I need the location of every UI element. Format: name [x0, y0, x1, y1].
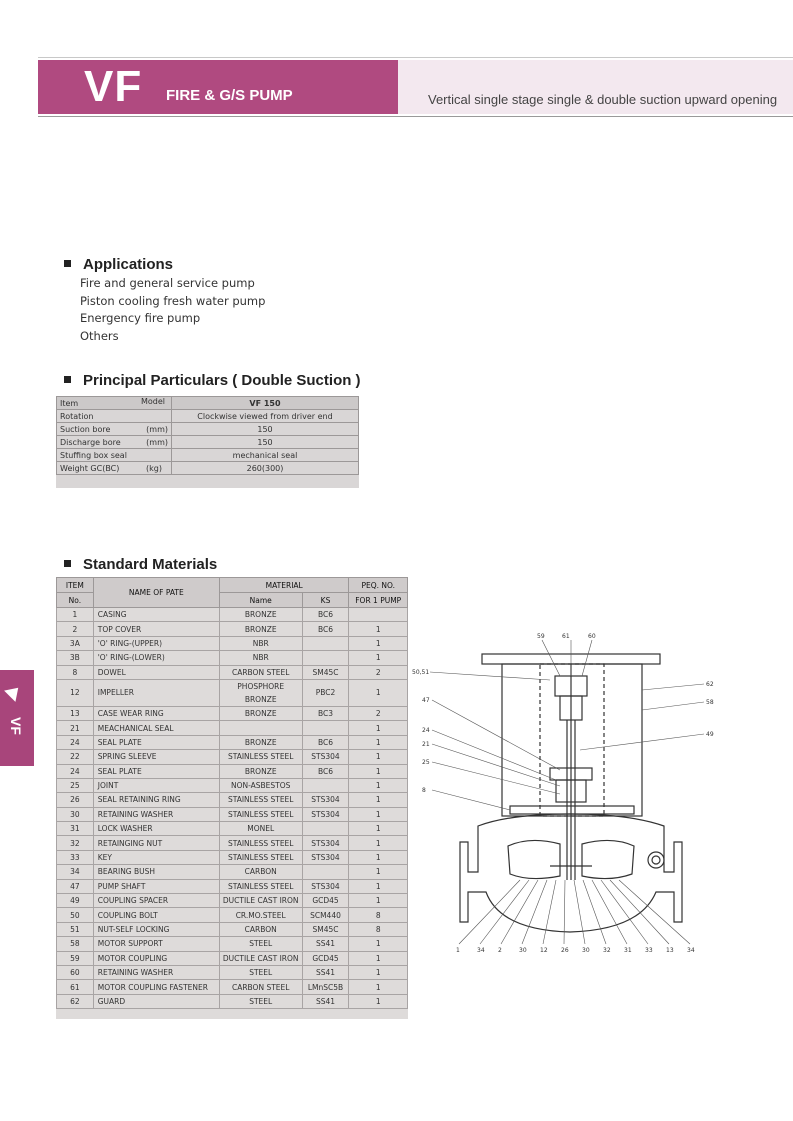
ks-cell	[302, 778, 349, 792]
ks-cell: SM45C	[302, 922, 349, 936]
applications-title: Applications	[83, 256, 174, 273]
item-no-cell: 22	[57, 750, 94, 764]
row-value: mechanical seal	[172, 449, 359, 462]
materials-heading	[64, 556, 217, 573]
quantity-cell: 1	[349, 636, 408, 650]
quantity-cell: 1	[349, 651, 408, 665]
table-row	[57, 894, 408, 908]
list-item: Others	[80, 328, 119, 343]
material-name-cell: STEEL	[219, 994, 302, 1008]
row-label: Rotation	[57, 410, 172, 423]
material-name-cell: NBR	[219, 651, 302, 665]
part-name-cell: JOINT	[93, 778, 219, 792]
item-no-cell: 24	[57, 735, 94, 749]
leader-line	[610, 880, 669, 944]
section-side-tab	[0, 670, 34, 766]
table-row	[57, 636, 408, 650]
material-name-cell: STAINLESS STEEL	[219, 807, 302, 821]
bullet-icon	[64, 260, 71, 267]
item-model-cell	[57, 397, 172, 410]
quantity-cell: 1	[349, 721, 408, 735]
part-name-cell: CASE WEAR RING	[93, 706, 219, 720]
material-name-cell	[219, 721, 302, 735]
table-row	[57, 462, 359, 475]
row-label: Suction bore (mm)	[57, 423, 172, 436]
material-name-cell: STAINLESS STEEL	[219, 750, 302, 764]
drawing-label: 26	[561, 947, 569, 954]
part-name-cell: CASING	[93, 608, 219, 622]
table-row	[57, 449, 359, 462]
col-no: No.	[57, 593, 94, 608]
item-no-cell: 34	[57, 865, 94, 879]
header-subtitle-band	[398, 60, 793, 114]
part-name-cell: IMPELLER	[93, 679, 219, 706]
item-no-cell: 2	[57, 622, 94, 636]
item-no-cell: 32	[57, 836, 94, 850]
ks-cell: STS304	[302, 807, 349, 821]
ks-cell	[302, 721, 349, 735]
table-row	[57, 750, 408, 764]
quantity-cell: 1	[349, 778, 408, 792]
drawing-label: 25	[422, 759, 430, 766]
ks-cell: PBC2	[302, 679, 349, 706]
particulars-title: Principal Particulars ( Double Suction )	[83, 372, 361, 389]
item-no-cell: 61	[57, 980, 94, 994]
drawing-label: 47	[422, 697, 430, 704]
quantity-cell: 2	[349, 665, 408, 679]
drawing-label: 12	[540, 947, 548, 954]
col-req: PEQ. NO.	[349, 578, 408, 593]
drawing-label: 21	[422, 741, 430, 748]
item-no-cell: 21	[57, 721, 94, 735]
material-name-cell: BRONZE	[219, 706, 302, 720]
ks-cell: BC6	[302, 622, 349, 636]
ks-cell	[302, 651, 349, 665]
quantity-cell: 1	[349, 994, 408, 1008]
materials-table-body	[57, 608, 408, 1009]
ks-cell: STS304	[302, 836, 349, 850]
item-no-cell: 25	[57, 778, 94, 792]
quantity-cell: 8	[349, 908, 408, 922]
leader-line	[522, 880, 547, 944]
part-name-cell: NUT-SELF LOCKING	[93, 922, 219, 936]
ks-cell: GCD45	[302, 951, 349, 965]
leader-line	[543, 880, 556, 944]
material-name-cell: STEEL	[219, 965, 302, 979]
part-name-cell: LOCK WASHER	[93, 822, 219, 836]
table-header-row	[57, 578, 408, 593]
table-row	[57, 922, 408, 936]
table-row	[57, 793, 408, 807]
item-no-cell: 58	[57, 937, 94, 951]
table-row	[57, 994, 408, 1008]
table-row	[57, 836, 408, 850]
row-label: Discharge bore (mm)	[57, 436, 172, 449]
table-row	[57, 908, 408, 922]
part-name-cell: RETAINGING NUT	[93, 836, 219, 850]
ks-cell: SS41	[302, 937, 349, 951]
part-name-cell: MOTOR COUPLING	[93, 951, 219, 965]
material-name-cell: DUCTILE CAST IRON	[219, 951, 302, 965]
material-name-cell: CARBON	[219, 865, 302, 879]
row-value: Clockwise viewed from driver end	[172, 410, 359, 423]
quantity-cell: 1	[349, 965, 408, 979]
ks-cell: SS41	[302, 965, 349, 979]
part-name-cell: BEARING BUSH	[93, 865, 219, 879]
part-name-cell: RETAINING WASHER	[93, 965, 219, 979]
item-no-cell: 51	[57, 922, 94, 936]
table-row	[57, 764, 408, 778]
product-name: FIRE & G/S PUMP	[166, 87, 293, 104]
quantity-cell: 1	[349, 822, 408, 836]
header-subtitle: Vertical single stage single & double suction upward opening	[428, 92, 778, 107]
bullet-icon	[64, 560, 71, 567]
applications-list	[80, 275, 265, 345]
item-no-cell: 8	[57, 665, 94, 679]
row-value: 260(300)	[172, 462, 359, 475]
material-name-cell: NBR	[219, 636, 302, 650]
particulars-table-wrap	[56, 396, 359, 488]
leader-line	[501, 880, 538, 944]
quantity-cell	[349, 608, 408, 622]
col-item: ITEM	[57, 578, 94, 593]
item-no-cell: 33	[57, 850, 94, 864]
material-name-cell: CR.MO.STEEL	[219, 908, 302, 922]
material-name-cell: BRONZE	[219, 735, 302, 749]
quantity-cell: 1	[349, 980, 408, 994]
item-no-cell: 26	[57, 793, 94, 807]
model-code: VF	[84, 62, 143, 111]
part-name-cell: TOP COVER	[93, 622, 219, 636]
drawing-label: 30	[519, 947, 527, 954]
quantity-cell: 1	[349, 937, 408, 951]
ks-cell: SS41	[302, 994, 349, 1008]
ks-cell: BC6	[302, 764, 349, 778]
ks-cell: SM45C	[302, 665, 349, 679]
item-no-cell: 50	[57, 908, 94, 922]
table-row	[57, 665, 408, 679]
col-ks: KS	[302, 593, 349, 608]
drawing-label: 33	[645, 947, 653, 954]
part-name-cell: KEY	[93, 850, 219, 864]
quantity-cell: 1	[349, 793, 408, 807]
item-no-cell: 12	[57, 679, 94, 706]
leader-line	[574, 880, 585, 944]
quantity-cell: 1	[349, 865, 408, 879]
table-row	[57, 423, 359, 436]
col-name: NAME OF PATE	[93, 578, 219, 608]
item-no-cell: 31	[57, 822, 94, 836]
part-name-cell: MEACHANICAL SEAL	[93, 721, 219, 735]
table-row	[57, 822, 408, 836]
table-row	[57, 879, 408, 893]
table-row	[57, 436, 359, 449]
model-value: VF 150	[172, 397, 359, 410]
materials-table-wrap	[56, 577, 408, 1019]
leader-line	[480, 880, 529, 944]
ks-cell: LMnSC5B	[302, 980, 349, 994]
material-name-cell: CARBON	[219, 922, 302, 936]
item-label: Item	[60, 398, 79, 408]
quantity-cell: 1	[349, 679, 408, 706]
item-no-cell: 13	[57, 706, 94, 720]
ks-cell: BC6	[302, 735, 349, 749]
quantity-cell: 1	[349, 850, 408, 864]
drawing-label: 61	[562, 633, 570, 640]
ks-cell: SCM440	[302, 908, 349, 922]
material-name-cell: CARBON STEEL	[219, 980, 302, 994]
table-row	[57, 397, 359, 410]
applications-heading	[64, 256, 173, 273]
materials-title: Standard Materials	[83, 556, 218, 573]
pump-cross-section-drawing	[410, 630, 730, 960]
ks-cell: STS304	[302, 850, 349, 864]
row-label: Weight GC(BC) (kg)	[57, 462, 172, 475]
drawing-label: 60	[588, 633, 596, 640]
list-item: Piston cooling fresh water pump	[80, 293, 266, 308]
item-no-cell: 3B	[57, 651, 94, 665]
item-no-cell: 47	[57, 879, 94, 893]
table-row	[57, 937, 408, 951]
material-name-cell: CARBON STEEL	[219, 665, 302, 679]
item-no-cell: 49	[57, 894, 94, 908]
table-row	[57, 706, 408, 720]
ks-cell: BC3	[302, 706, 349, 720]
part-name-cell: MOTOR SUPPORT	[93, 937, 219, 951]
leader-line	[619, 880, 690, 944]
part-name-cell: SPRING SLEEVE	[93, 750, 219, 764]
leader-line	[583, 880, 606, 944]
drawing-label: 34	[687, 947, 695, 954]
part-name-cell: PUMP SHAFT	[93, 879, 219, 893]
material-name-cell: BRONZE	[219, 764, 302, 778]
drawing-label: 62	[706, 681, 714, 688]
table-row	[57, 865, 408, 879]
material-name-cell: STAINLESS STEEL	[219, 879, 302, 893]
quantity-cell: 1	[349, 750, 408, 764]
part-name-cell: MOTOR COUPLING FASTENER	[93, 980, 219, 994]
part-name-cell: GUARD	[93, 994, 219, 1008]
part-name-cell: 'O' RING-(LOWER)	[93, 651, 219, 665]
quantity-cell: 1	[349, 836, 408, 850]
list-item: Fire and general service pump	[80, 276, 255, 290]
material-name-cell: STAINLESS STEEL	[219, 836, 302, 850]
leader-line	[592, 880, 627, 944]
item-no-cell: 60	[57, 965, 94, 979]
drawing-label: 59	[537, 633, 545, 640]
part-name-cell: DOWEL	[93, 665, 219, 679]
table-row	[57, 980, 408, 994]
quantity-cell: 1	[349, 951, 408, 965]
part-name-cell: SEAL PLATE	[93, 764, 219, 778]
side-tab-label: VF	[7, 717, 24, 735]
col-mat-name: Name	[219, 593, 302, 608]
drawing-label: 2	[498, 947, 502, 954]
part-name-cell: 'O' RING-(UPPER)	[93, 636, 219, 650]
quantity-cell: 1	[349, 879, 408, 893]
material-name-cell: DUCTILE CAST IRON	[219, 894, 302, 908]
quantity-cell: 1	[349, 894, 408, 908]
row-value: 150	[172, 423, 359, 436]
materials-table	[56, 577, 408, 1009]
ks-cell	[302, 636, 349, 650]
drawing-label: 8	[422, 787, 426, 794]
bullet-icon	[64, 376, 71, 383]
table-row	[57, 622, 408, 636]
drawing-label: 24	[422, 727, 430, 734]
quantity-cell: 2	[349, 706, 408, 720]
col-material: MATERIAL	[219, 578, 349, 593]
material-name-cell: BRONZE	[219, 608, 302, 622]
drawing-label: 1	[456, 947, 460, 954]
table-row	[57, 608, 408, 622]
ks-cell	[302, 822, 349, 836]
drawing-label: 34	[477, 947, 485, 954]
part-name-cell: COUPLING SPACER	[93, 894, 219, 908]
header-banner	[38, 60, 398, 114]
table-row	[57, 778, 408, 792]
drawing-label: 30	[582, 947, 590, 954]
item-no-cell: 24	[57, 764, 94, 778]
table-row	[57, 651, 408, 665]
drawing-label: 31	[624, 947, 632, 954]
item-no-cell: 62	[57, 994, 94, 1008]
material-name-cell: BRONZE	[219, 622, 302, 636]
item-no-cell: 1	[57, 608, 94, 622]
row-value: 150	[172, 436, 359, 449]
model-label: Model	[140, 397, 165, 406]
table-row	[57, 807, 408, 821]
item-no-cell: 30	[57, 807, 94, 821]
part-name-cell: SEAL PLATE	[93, 735, 219, 749]
material-name-cell: STAINLESS STEEL	[219, 793, 302, 807]
ks-cell: STS304	[302, 750, 349, 764]
ks-cell: GCD45	[302, 894, 349, 908]
list-item: Energency fire pump	[80, 311, 201, 325]
drawing-label: 32	[603, 947, 611, 954]
drawing-label: 58	[706, 699, 714, 706]
item-no-cell: 3A	[57, 636, 94, 650]
drawing-label: 49	[706, 731, 714, 738]
table-row	[57, 735, 408, 749]
quantity-cell: 1	[349, 735, 408, 749]
item-no-cell: 59	[57, 951, 94, 965]
part-name-cell: COUPLING BOLT	[93, 908, 219, 922]
row-label: Stuffing box seal	[57, 449, 172, 462]
ks-cell	[302, 865, 349, 879]
table-row	[57, 410, 359, 423]
material-name-cell: PHOSPHORE BRONZE	[219, 679, 302, 706]
leader-line	[564, 880, 565, 944]
arrow-icon	[4, 682, 24, 702]
drawing-label: 13	[666, 947, 674, 954]
particulars-heading	[64, 372, 361, 389]
header-rule	[38, 116, 793, 117]
table-row	[57, 965, 408, 979]
table-row	[57, 679, 408, 706]
material-name-cell: STAINLESS STEEL	[219, 850, 302, 864]
table-row	[57, 721, 408, 735]
quantity-cell: 1	[349, 622, 408, 636]
particulars-table	[56, 396, 359, 475]
ks-cell: STS304	[302, 793, 349, 807]
drawing-label: 50,51	[412, 669, 430, 676]
ks-cell: STS304	[302, 879, 349, 893]
col-req2: FOR 1 PUMP	[349, 593, 408, 608]
part-name-cell: RETAINING WASHER	[93, 807, 219, 821]
quantity-cell: 1	[349, 764, 408, 778]
quantity-cell: 1	[349, 807, 408, 821]
table-row	[57, 951, 408, 965]
ks-cell: BC6	[302, 608, 349, 622]
table-row	[57, 850, 408, 864]
top-rule	[38, 57, 793, 58]
quantity-cell: 8	[349, 922, 408, 936]
material-name-cell: STEEL	[219, 937, 302, 951]
part-name-cell: SEAL RETAINING RING	[93, 793, 219, 807]
material-name-cell: MONEL	[219, 822, 302, 836]
material-name-cell: NON-ASBESTOS	[219, 778, 302, 792]
